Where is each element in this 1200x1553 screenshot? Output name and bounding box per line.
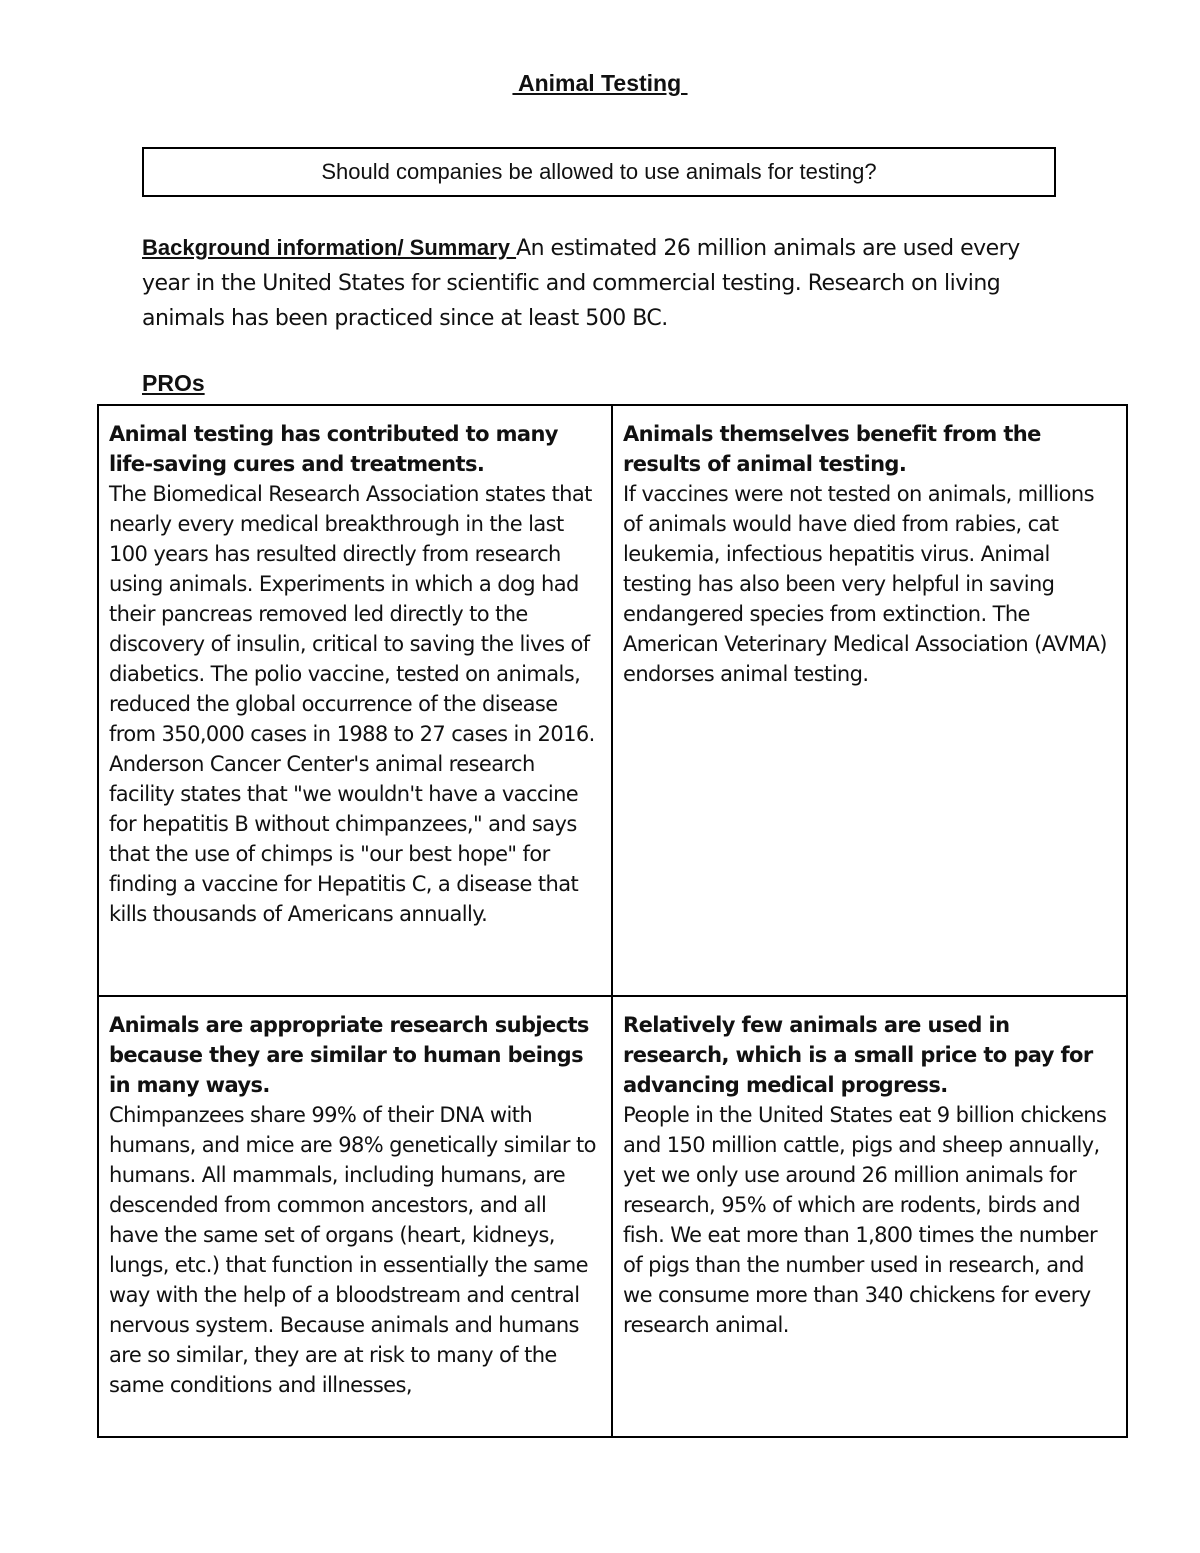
pros-table xyxy=(97,404,1128,1438)
pro-cell xyxy=(98,996,612,1437)
document-title: Animal Testing xyxy=(512,70,688,96)
background-label: Background information/ Summary xyxy=(142,235,517,260)
pro-cell xyxy=(612,405,1127,996)
pro-cell xyxy=(612,996,1127,1437)
question-box xyxy=(142,147,1056,197)
background-text: An estimated 26 million animals are used every year in the United States for scientific and commercial testing. Research on living animals has been practiced since at least 500 BC. xyxy=(142,236,1020,331)
pro-body: The Biomedical Research Association states that nearly every medical breakthrough in the last 100 years has resulted directly from research using animals. Experiments in which a dog had their pancreas removed led directly to the discovery of insulin, critical to saving the lives of diabetics. The polio vaccine, tested on animals, reduced the global occurrence of the disease from 350,000 cases in 1988 to 27 cases in 2016. Anderson Cancer Center's animal research facility states that "we wouldn't have a vaccine for hepatitis B without chimpanzees," and says that the use of chimps is "our best hope" for finding a vaccine for Hepatitis C, a disease that kills thousands of Americans annually. xyxy=(109,482,595,926)
pro-heading: Animals themselves benefit from the results of animal testing. xyxy=(623,422,1041,476)
pro-cell xyxy=(98,405,612,996)
table-row xyxy=(98,996,1127,1437)
pro-heading: Relatively few animals are used in research, which is a small price to pay for advancing medical progress. xyxy=(623,1013,1093,1097)
pro-body: People in the United States eat 9 billion chickens and 150 million cattle, pigs and sheep annually, yet we only use around 26 million animals for research, 95% of which are rodents, birds and fish. We eat more than 1,800 times the number of pigs than the number used in research, and we consume more than 340 chickens for every research animal. xyxy=(623,1103,1107,1337)
table-row xyxy=(98,405,1127,996)
pros-heading: PROs xyxy=(142,370,205,396)
pro-heading: Animal testing has contributed to many life-saving cures and treatments. xyxy=(109,422,558,476)
question-text: Should companies be allowed to use animals for testing? xyxy=(321,159,877,184)
pro-heading: Animals are appropriate research subjects because they are similar to human beings in many ways. xyxy=(109,1013,589,1097)
pro-body: If vaccines were not tested on animals, millions of animals would have died from rabies, cat leukemia, infectious hepatitis virus. Animal testing has also been very helpful in saving endangered species from extinction. The American Veterinary Medical Association (AVMA) endorses animal testing. xyxy=(623,482,1107,686)
pro-body: Chimpanzees share 99% of their DNA with humans, and mice are 98% genetically similar to humans. All mammals, including humans, are descended from common ancestors, and all have the same set of organs (heart, kidneys, lungs, etc.) that function in essentially the same way with the help of a bloodstream and central nervous system. Because animals and humans are so similar, they are at risk to many of the same conditions and illnesses, xyxy=(109,1103,596,1397)
background-paragraph xyxy=(142,230,1072,336)
